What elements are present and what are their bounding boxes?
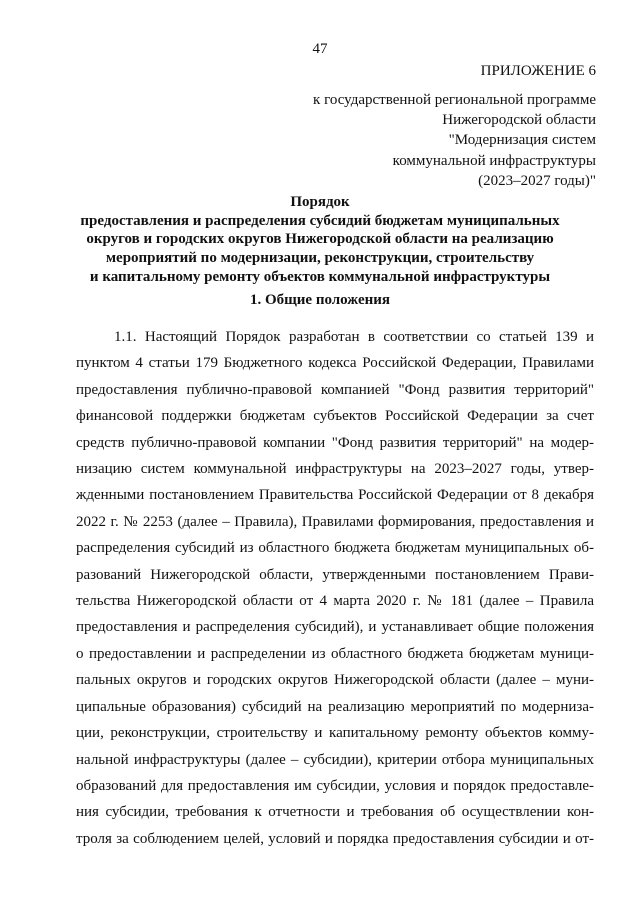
document-title-line: мероприятий по модернизации, реконструкции, строительству: [105, 250, 535, 267]
paragraph-line: ния субсидии, требования к отчетности и требования об осуществлении кон-: [76, 804, 594, 821]
paragraph-line: низацию систем коммунальной инфраструктуры на 2023–2027 годы, утвер-: [76, 461, 594, 478]
paragraph-line: жденными постановлением Правительства Российской Федерации от 8 декабря: [76, 487, 594, 504]
paragraph-line: предоставления публично-правовой компанией "Фонд развития территорий": [76, 381, 594, 398]
paragraph-line: троля за соблюдением целей, условий и порядка предоставления субсидии и от-: [76, 830, 594, 847]
paragraph-line: средств публично-правовой компании "Фонд развития территорий" на модер-: [76, 434, 594, 451]
document-title-line: и капитальному ремонту объектов коммунальной инфраструктуры: [89, 268, 551, 285]
paragraph-line: финансовой поддержки бюджетам субъектов Российской Федерации за счет: [76, 408, 594, 425]
document-title: [40, 193, 600, 287]
page-number: 47: [312, 41, 328, 57]
appendix-line: Нижегородской области: [442, 112, 596, 129]
paragraph-line: тельства Нижегородской области от 4 марта 2020 г. № 181 (далее – Правила: [76, 593, 594, 610]
paragraph-line: разований Нижегородской области, утвержденными постановлением Прави-: [76, 566, 594, 583]
paragraph-line: о предоставлении и распределении из областного бюджета бюджетам муници-: [76, 645, 594, 662]
paragraph-line: 1.1. Настоящий Порядок разработан в соответствии со статьей 139 и: [114, 329, 594, 345]
paragraph-line: распределения субсидий из областного бюджета бюджетам муниципальных об-: [76, 540, 594, 557]
appendix-title: ПРИЛОЖЕНИЕ 6: [480, 63, 596, 79]
body-paragraph: [76, 324, 594, 852]
paragraph-line: 2022 г. № 2253 (далее – Правила), Правилами формирования, предоставления и: [76, 513, 594, 530]
paragraph-line: ции, реконструкции, строительству и капитальному ремонту объектов комму-: [76, 725, 594, 742]
paragraph-line: нальной инфраструктуры (далее – субсидии), критерии отбора муниципальных: [76, 751, 594, 768]
paragraph-line: предоставления и распределения субсидий), и устанавливает общие положения: [76, 619, 594, 636]
document-title-line: предоставления и распределения субсидий бюджетам муниципальных: [80, 212, 560, 229]
paragraph-line: пунктом 4 статьи 179 Бюджетного кодекса Российской Федерации, Правилами: [76, 355, 594, 372]
appendix-line: коммунальной инфраструктуры: [392, 152, 596, 169]
document-title-line: округов и городских округов Нижегородской области на реализацию: [86, 231, 554, 248]
appendix-line: (2023–2027 годы)": [478, 172, 596, 189]
appendix-header: [266, 62, 596, 191]
appendix-line: к государственной региональной программе: [313, 92, 596, 108]
appendix-line: "Модернизация систем: [448, 132, 596, 149]
document-title-line: Порядок: [290, 194, 350, 210]
section-heading: 1. Общие положения: [249, 292, 391, 308]
paragraph-line: пальных округов и городских округов Нижегородской области (далее – муни-: [76, 672, 594, 689]
paragraph-line: ципальные образования) субсидий на реализацию мероприятий по модерниза-: [76, 698, 594, 715]
paragraph-line: образований для предоставления им субсидии, условия и порядок предоставле-: [76, 777, 594, 794]
